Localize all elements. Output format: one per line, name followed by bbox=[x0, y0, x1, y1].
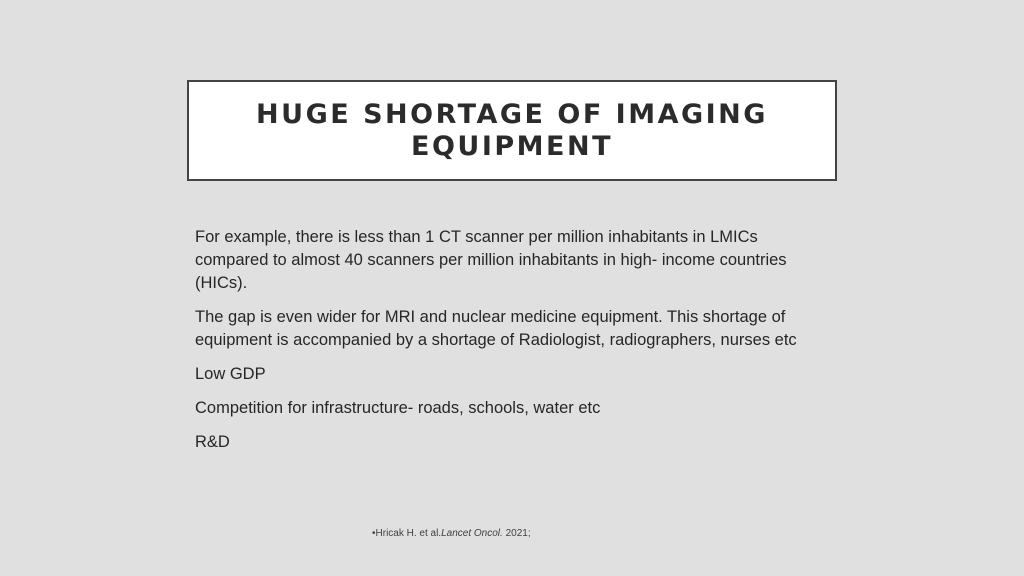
slide-title-line-2: EQUIPMENT bbox=[411, 130, 613, 162]
slide-title bbox=[232, 99, 792, 163]
paragraph-mri-gap: The gap is even wider for MRI and nuclear medicine equipment. This shortage of equipment is accompanied by a shortage of Radiologist, radiographers, nurses etc bbox=[195, 308, 797, 349]
paragraph-ct-scanner-stat: For example, there is less than 1 CT scanner per million inhabitants in LMICs compared to almost 40 scanners per million inhabitants in high- income countries (HICs). bbox=[195, 228, 787, 292]
slide-title-box bbox=[187, 80, 837, 181]
slide-title-line-1: HUGE SHORTAGE OF IMAGING bbox=[256, 98, 768, 130]
citation-bullet: • bbox=[372, 528, 376, 539]
slide-body bbox=[195, 226, 835, 465]
citation bbox=[372, 528, 531, 539]
citation-journal: Lancet Oncol. bbox=[441, 528, 503, 539]
citation-year: 2021; bbox=[502, 528, 531, 539]
paragraph-low-gdp: Low GDP bbox=[195, 365, 266, 383]
citation-authors: Hricak H. et al. bbox=[375, 528, 442, 539]
paragraph-infrastructure: Competition for infrastructure- roads, schools, water etc bbox=[195, 399, 601, 417]
paragraph-rnd: R&D bbox=[195, 433, 230, 451]
